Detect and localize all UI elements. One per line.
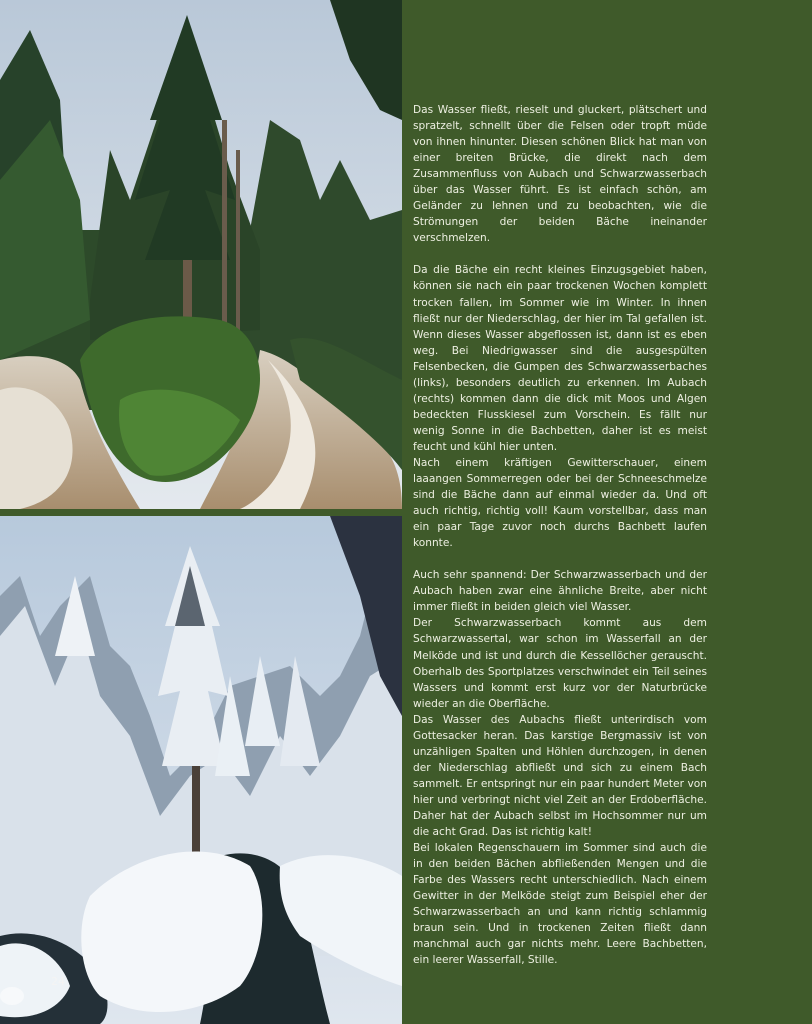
winter-forest-stream-photo <box>0 516 402 1024</box>
paragraph-aubach: Das Wasser des Aubachs fließt unterirdisch vom Gottesacker heran. Das karstige Bergmassiv ist von unzähligen Spalten und Höhlen durchzogen, in denen der Niederschlag abfließt und sich zu einem Bach sammelt. Er entspringt nur ein paar hundert Meter von hier und verbringt nicht viel Zeit an der Erdoberfläche. Daher hat der Aubach selbst im Hochsommer nur um die acht Grad. Das ist richtig kalt! <box>413 713 707 839</box>
paragraph-intro: Das Wasser fließt, rieselt und gluckert, plätschert und spratzelt, schnellt über die Felsen oder tropft müde von ihnen hinunter. Diesen schönen Blick hat man von einer breiten Brücke, die direkt nach dem Zusammenfluss von Aubach und Schwarzwasserbach über das Wasser führt. Es ist einfach schön, am Geländer zu lehnen und zu beobachten, wie die Strömungen der beiden Bäche ineinander verschmelzen. <box>413 104 707 245</box>
article-text <box>413 102 707 968</box>
summer-forest-stream-photo <box>0 0 402 509</box>
photo-divider <box>0 509 402 516</box>
page-number: 24 <box>51 975 65 988</box>
paragraph-schwarzwasserbach: Der Schwarzwasserbach kommt aus dem Schwarzwassertal, war schon im Wasserfall an der Melköde und ist und durch die Kessellöcher gerauscht. Oberhalb des Sportplatzes verschwindet ein Teil seines Wassers und kommt erst kurz vor der Naturbrücke wieder an die Oberfläche. <box>413 617 707 710</box>
paragraph-local-rain: Bei lokalen Regenschauern im Sommer sind auch die in den beiden Bächen abfließenden Mengen und die Farbe des Wassers recht unterschiedlich. Nach einem Gewitter in der Melköde steigt zum Beispiel eher der Schwarzwasserbach an und kann richtig schlammig braun sein. Und in trockenen Zeiten fließt dann manchmal auch gar nichts mehr. Leere Bachbetten, ein leerer Wasserfall, Stille. <box>413 842 707 967</box>
paragraph-catchment: Da die Bäche ein recht kleines Einzugsgebiet haben, können sie nach ein paar trockenen Wochen komplett trocken fallen, im Sommer wie im Winter. In ihnen fließt nur der Niederschlag, der hier im Tal gefallen ist. Wenn dieses Wasser abgeflossen ist, dann ist es eben weg. Bei Niedrigwasser sind die ausgespülten Felsenbecken, die Gumpen des Schwarzwasserbaches (links), besonders deutlich zu erkennen. Im Aubach (rechts) kommen dann die dick mit Moos und Algen bedeckten Flusskiesel zum Vorschein. Es fällt nur wenig Sonne in die Bachbetten, daher ist es meist feucht und kühl hier unten. <box>413 264 707 453</box>
paragraph-comparison: Auch sehr spannend: Der Schwarzwasserbach und der Aubach haben zwar eine ähnliche Breite, aber nicht immer fließt in beiden gleich viel Wasser. <box>413 569 707 614</box>
paragraph-storm: Nach einem kräftigen Gewitterschauer, einem laaangen Sommerregen oder bei der Schneeschmelze sind die Bäche dann auf einmal wieder da. Und oft auch richtig, richtig voll! Kaum vorstellbar, dass man ein paar Tage zuvor noch durchs Bachbett laufen konnte. <box>413 456 707 550</box>
